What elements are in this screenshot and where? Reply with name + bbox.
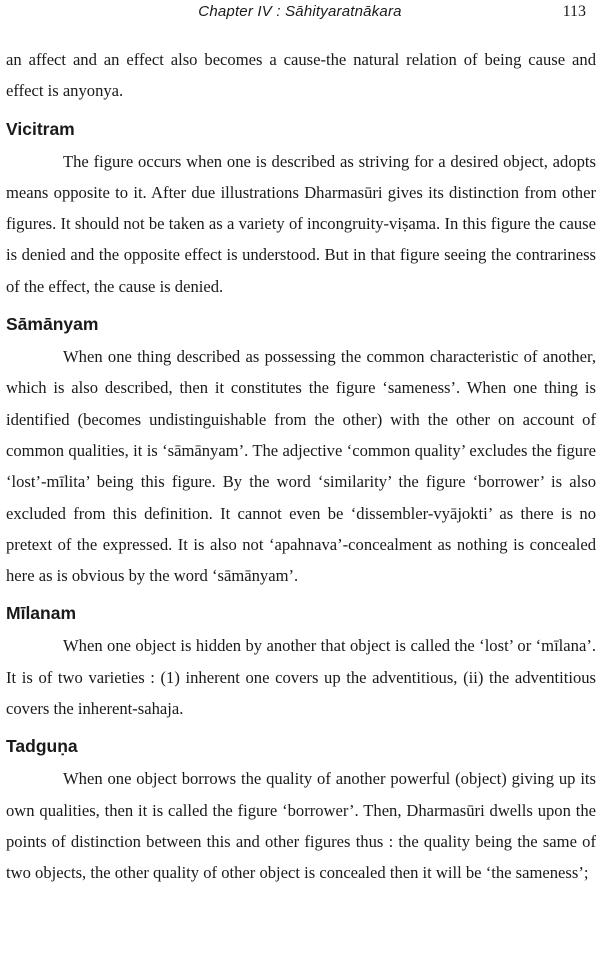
body-text [6, 44, 596, 889]
running-head [0, 0, 600, 30]
section-paragraph-vicitram: The figure occurs when one is described as striving for a desired object, adopts means opposite to it. After due illustrations Dharmasūri gives its distinction from other figures. It should not be taken as a variety of incongruity-viṣama. In this figure the cause is denied and the opposite effect is understood. But in that figure seeing the contrariness of the effect, the cause is denied. [6, 151, 596, 296]
running-title: Chapter IV : Sāhityaratnākara [198, 3, 402, 20]
section-heading-tadguna: Tadguṇa [6, 736, 78, 757]
section-heading-milanam: Mīlanam [6, 603, 77, 624]
section-paragraph-tadguna: When one object borrows the quality of another powerful (object) giving up its own qualities, then it is called the figure ‘borrower’. Then, Dharmasūri dwells upon the points of distinction between this and other figures thus : the quality being the same of two objects, the other quality of other object is concealed then it will be ‘the sameness’; [6, 769, 596, 883]
section-heading-samanyam: Sāmānyam [6, 314, 99, 335]
section-paragraph-milanam: When one object is hidden by another that object is called the ‘lost’ or ‘mīlana’. It is of two varieties : (1) inherent one covers up the adventitious, (ii) the adventitious covers the inherent-sahaja. [6, 636, 596, 719]
section-heading-vicitram: Vicitram [6, 118, 75, 139]
section-paragraph-samanyam: When one thing described as possessing the common characteristic of another, which is also described, then it constitutes the figure ‘sameness’. When one thing is identified (becomes undistinguishable from the other) with the other on account of common qualities, it is ‘sāmānyam’. The adjective ‘common quality’ excludes the figure ‘lost’-mīlita’ being this figure. By the word ‘similarity’ the figure ‘borrower’ is also excluded from this definition. It cannot even be ‘dissembler-vyājokti’ as there is no pretext of the expressed. It is also not ‘apahnava’-concealment as nothing is concealed here as is obvious by the word ‘sāmānyam’. [6, 347, 596, 586]
page-number: 113 [562, 3, 586, 20]
intro-paragraph: an affect and an effect also becomes a cause-the natural relation of being cause and effect is anyonya. [6, 50, 596, 101]
